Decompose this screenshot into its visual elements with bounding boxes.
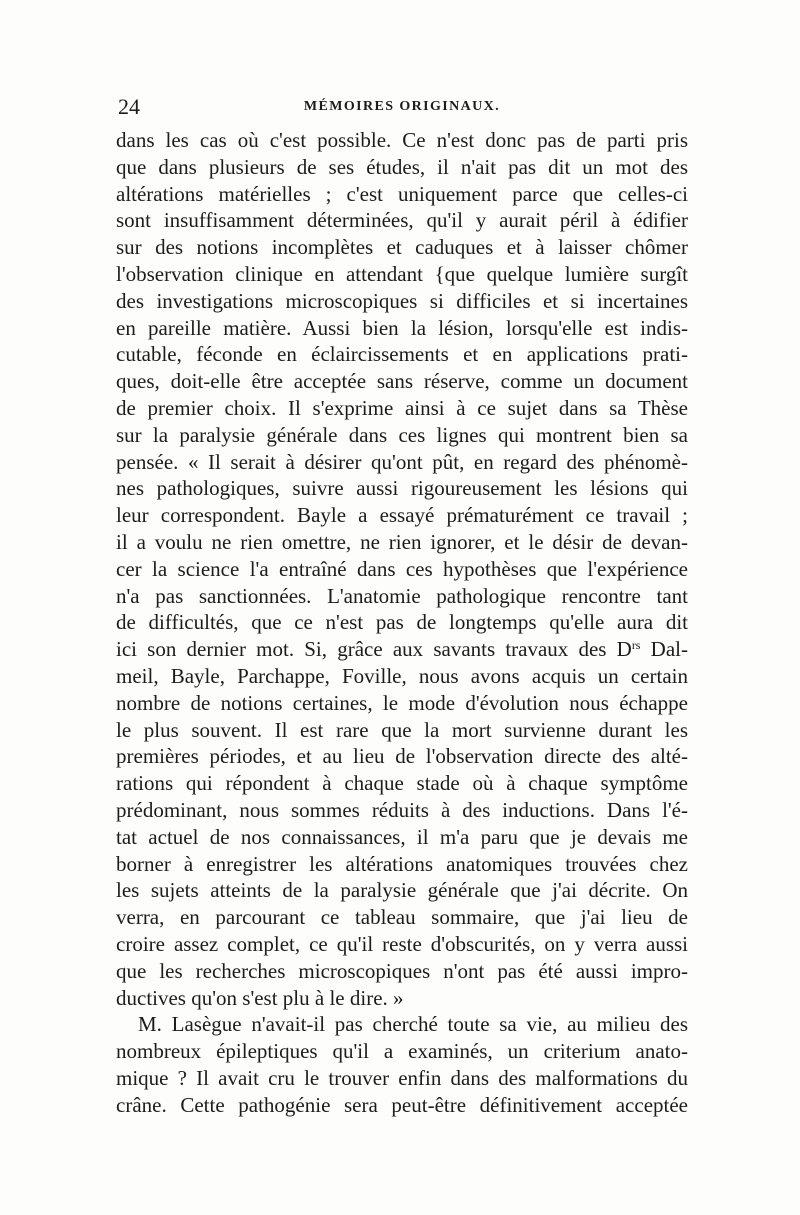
text-line: meil, Bayle, Parchappe, Foville, nous avons acquis un certain <box>116 663 688 688</box>
text-line: mique ? Il avait cru le trouver enfin dans des malformations du <box>116 1065 688 1090</box>
text-line: nombre de notions certaines, le mode d'évolution nous échappe <box>116 690 688 715</box>
text-line: nombreux épileptiques qu'il a examinés, un criterium anato- <box>116 1039 688 1064</box>
text-line: n'a pas sanctionnées. L'anatomie pathologique rencontre tant <box>116 583 688 608</box>
text-line: premières périodes, et au lieu de l'observation directe des alté- <box>116 744 688 769</box>
text-line: cer la science l'a entraîné dans ces hypothèses que l'expérience <box>116 556 688 581</box>
text-line: altérations matérielles ; c'est uniquement parce que celles-ci <box>116 181 688 206</box>
text-line: tat actuel de nos connaissances, il m'a paru que je devais me <box>116 824 688 849</box>
text-line: le plus souvent. Il est rare que la mort survienne durant les <box>116 717 688 742</box>
text-line: de premier choix. Il s'exprime ainsi à ce sujet dans sa Thèse <box>116 395 688 420</box>
text-line: ques, doit-elle être acceptée sans réserve, comme un document <box>116 369 688 394</box>
text-line: dans les cas où c'est possible. Ce n'est donc pas de parti pris <box>116 128 688 152</box>
text-line: nes pathologiques, suivre aussi rigoureusement les lésions qui <box>116 476 688 501</box>
text-line: des investigations microscopiques si difficiles et si incertaines <box>116 288 688 313</box>
text-line: prédominant, nous sommes réduits à des inductions. Dans l'é- <box>116 797 688 822</box>
text-line: en pareille matière. Aussi bien la lésion, lorsqu'elle est indis- <box>116 315 688 340</box>
text-line: leur correspondent. Bayle a essayé prématurément ce travail ; <box>116 503 688 528</box>
text-line: crâne. Cette pathogénie sera peut-être définitivement acceptée <box>116 1092 688 1117</box>
text-line-with-superscript <box>116 636 688 663</box>
text-line: sur la paralysie générale dans ces lignes qui montrent bien sa <box>116 422 688 447</box>
text-line: que dans plusieurs de ses études, il n'ait pas dit un mot des <box>116 154 688 179</box>
text-line: il a voulu ne rien omettre, ne rien ignorer, et le désir de devan- <box>116 529 688 554</box>
text-line: sont insuffisamment déterminées, qu'il y aurait péril à édifier <box>116 208 688 233</box>
text-line: rations qui répondent à chaque stade où à chaque symptôme <box>116 771 688 796</box>
body-text <box>116 127 688 1118</box>
text-line: les sujets atteints de la paralysie générale que j'ai décrite. On <box>116 878 688 903</box>
text-line: pensée. « Il serait à désirer qu'ont pût, en regard des phénomè- <box>116 449 688 474</box>
superscript-abbrev: rs <box>631 638 641 653</box>
text-line: borner à enregistrer les altérations anatomiques trouvées chez <box>116 851 688 876</box>
text-line: que les recherches microscopiques n'ont pas été aussi impro- <box>116 958 688 983</box>
text-fragment: Dal- <box>640 637 688 662</box>
page-number: 24 <box>118 94 140 119</box>
text-line: croire assez complet, ce qu'il reste d'obscurités, on y verra aussi <box>116 931 688 956</box>
text-fragment: ici son dernier mot. Si, grâce aux savants travaux des D <box>116 637 632 662</box>
text-line: de difficultés, que ce n'est pas de longtemps qu'elle aura dit <box>116 610 688 635</box>
running-head <box>118 94 686 120</box>
text-line: l'observation clinique en attendant {que quelque lumière surgît <box>116 261 688 286</box>
text-line: sur des notions incomplètes et caduques et à laisser chômer <box>116 235 688 260</box>
running-title: MÉMOIRES ORIGINAUX. <box>303 99 501 114</box>
text-line: verra, en parcourant ce tableau sommaire, que j'ai lieu de <box>116 905 688 930</box>
text-line: cutable, féconde en éclaircissements et en applications prati- <box>116 342 688 367</box>
text-line: ductives qu'on s'est plu à le dire. » <box>116 985 404 1010</box>
text-line: M. Lasègue n'avait-il pas cherché toute sa vie, au milieu des <box>138 1012 688 1037</box>
